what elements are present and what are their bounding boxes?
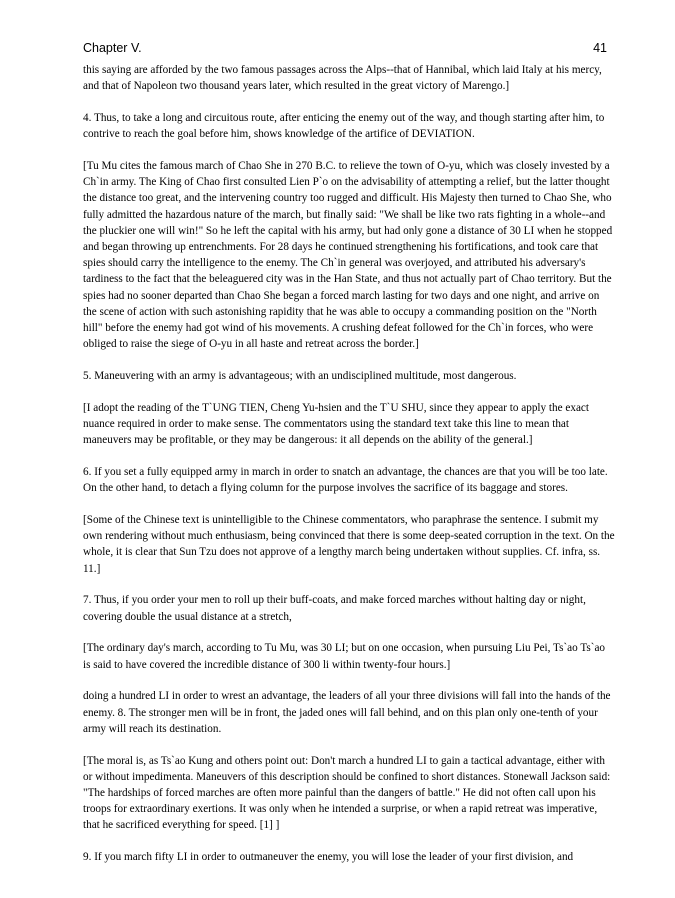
paragraph: [Some of the Chinese text is unintelligible to the Chinese commentators, who paraphrase the sentence. I submit my own rendering without much enthusiasm, being convinced that there is some deep-seated corruption in the text. On the whole, it is clear that Sun Tzu does not approve of a lengthy march being undertaken without supplies. Cf. infra, ss. 11.] (83, 514, 615, 575)
paragraph: 4. Thus, to take a long and circuitous route, after enticing the enemy out of the way, and though starting after him, to contrive to reach the goal before him, shows knowledge of the artifice of DEVIATION. (83, 112, 605, 141)
paragraph: 7. Thus, if you order your men to roll up their buff-coats, and make forced marches without halting day or night, covering double the usual distance at a stretch, (83, 594, 586, 623)
chapter-title: Chapter V. (83, 41, 142, 55)
document-body (83, 62, 615, 865)
paragraph: [Tu Mu cites the famous march of Chao She in 270 B.C. to relieve the town of O-yu, which was closely invested by a Ch`in army. The King of Chao first consulted Lien P`o on the advisability of attempting a relief, but the latter thought the distance too great, and the intervening country too rugged and difficult. His Majesty then turned to Chao She, who fully admitted the hazardous nature of the march, but finally said: "We shall be like two rats fighting in a whole--and the pluckier one will win!" So he left the capital with his army, but had only gone a distance of 30 LI when he stopped and began throwing up entrenchments. For 28 days he continued strengthening his fortifications, and took care that spies should carry the intelligence to the enemy. The Ch`in general was overjoyed, and attributed his adversary's tardiness to the fact that the beleaguered city was in the Han State, and thus not actually part of Chao territory. But the spies had no sooner departed than Chao She began a forced march lasting for two days and one night, and arrive on the scene of action with such astonishing rapidity that he was able to occupy a commanding position on the "North hill" before the enemy had got wind of his movements. A crushing defeat followed for the Ch`in forces, who were obliged to raise the siege of O-yu in all haste and retreat across the border.] (83, 160, 613, 351)
paragraph: [The ordinary day's march, according to Tu Mu, was 30 LI; but on one occasion, when pursuing Liu Pei, Ts`ao Ts`ao is said to have covered the incredible distance of 300 li within twenty-four hours.] (83, 642, 606, 671)
paragraph: this saying are afforded by the two famous passages across the Alps--that of Hannibal, which laid Italy at his mercy, and that of Napoleon two thousand years later, which resulted in the great victory of Marengo.] (83, 64, 602, 93)
page-number: 41 (593, 41, 607, 55)
page-header (83, 41, 607, 59)
paragraph: [The moral is, as Ts`ao Kung and others point out: Don't march a hundred LI to gain a tactical advantage, either with or without impedimenta. Maneuvers of this description should be confined to short distances. Stonewall Jackson said: "The hardships of forced marches are often more painful than the dangers of battle." He did not often call upon his troops for extraordinary exertions. It was only when he intended a surprise, or when a rapid retreat was imperative, that he sacrificed everything for speed. [1] ] (83, 754, 611, 832)
paragraph: 6. If you set a fully equipped army in march in order to snatch an advantage, the chances are that you will be too late. On the other hand, to detach a flying column for the purpose involves the sacrifice of its baggage and stores. (83, 466, 608, 495)
paragraph: 5. Maneuvering with an army is advantageous; with an undisciplined multitude, most dangerous. (83, 370, 517, 383)
paragraph: doing a hundred LI in order to wrest an advantage, the leaders of all your three divisions will fall into the hands of the enemy. 8. The stronger men will be in front, the jaded ones will fall behind, and on this plan only one-tenth of your army will reach its destination. (83, 690, 611, 735)
paragraph: [I adopt the reading of the T`UNG TIEN, Cheng Yu-hsien and the T`U SHU, since they appear to apply the exact nuance required in order to make sense. The commentators using the standard text take this line to mean that maneuvers may be profitable, or they may be dangerous: it all depends on the ability of the general.] (83, 401, 589, 447)
paragraph: 9. If you march fifty LI in order to outmaneuver the enemy, you will lose the leader of your first division, and (83, 851, 574, 864)
